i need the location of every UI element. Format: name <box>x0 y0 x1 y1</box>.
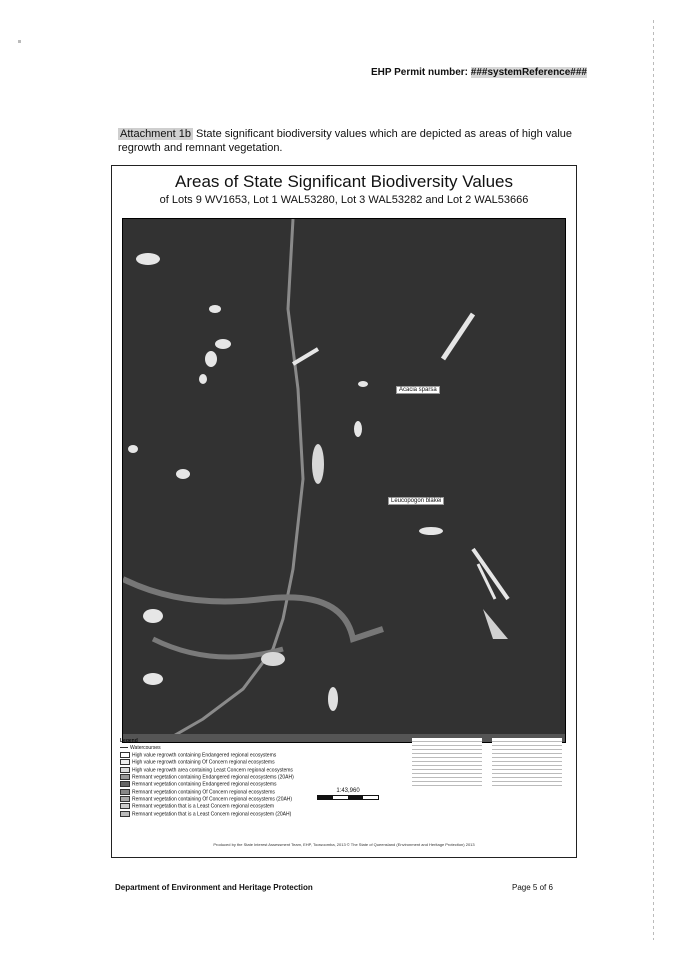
legend-item: High value regrowth containing Endangered regional ecosystems <box>120 752 294 759</box>
legend-item: High value regrowth area containing Least Concern regional ecosystems <box>120 767 294 774</box>
permit-label: EHP Permit number: <box>370 67 469 78</box>
legend-heading: Legend <box>120 738 138 744</box>
map-scale <box>317 788 379 801</box>
legend-item: Watercourses <box>120 745 294 752</box>
legend-item: Remnant vegetation that is a Least Concern regional ecosystem (20AH) <box>120 811 294 818</box>
legend-item: Remnant vegetation containing Of Concern regional ecosystems (20AH) <box>120 796 294 803</box>
footer-page-number: Page 5 of 6 <box>512 883 553 892</box>
footer-department: Department of Environment and Heritage Protection <box>115 883 313 892</box>
scale-ratio: 1:43,960 <box>336 788 360 794</box>
legend-item: High value regrowth containing Of Concern regional ecosystems <box>120 759 294 766</box>
disclaimer-block <box>412 738 482 786</box>
permit-number <box>371 67 587 78</box>
attachment-text: State significant biodiversity values which are depicted as areas of high value regrowth and remnant vegetation. <box>118 128 573 154</box>
attachment-caption <box>118 127 578 155</box>
legend-item: Remnant vegetation containing Endangered regional ecosystems <box>120 781 294 788</box>
species-label-leucopogon: Leucopogon blakei <box>388 497 444 505</box>
map-legend <box>120 738 294 818</box>
page-edge-rule <box>653 20 654 940</box>
attachment-tag: Attachment 1b <box>120 128 191 140</box>
legend-item: Remnant vegetation containing Endangered regional ecosystems (20AH) <box>120 774 294 781</box>
map-credit: Produced by the State Interest Assessment Team, EHP, Toowoomba, 2013 © The State of Queensland (Environment and Heritage Protection) 2013 <box>213 842 475 847</box>
permit-value: ###systemReference### <box>470 67 587 78</box>
map-frame <box>111 165 577 858</box>
aerial-map-graphic <box>123 219 565 742</box>
production-note-block <box>492 738 562 786</box>
margin-dot <box>18 40 21 43</box>
legend-item: Remnant vegetation containing Of Concern regional ecosystems <box>120 789 294 796</box>
aerial-map <box>122 218 566 743</box>
scale-bar <box>317 795 379 800</box>
map-subtitle: of Lots 9 WV1653, Lot 1 WAL53280, Lot 3 WAL53282 and Lot 2 WAL53666 <box>159 194 529 206</box>
legend-item: Remnant vegetation that is a Least Concern regional ecosystem <box>120 803 294 810</box>
species-label-acacia: Acacia sparsa <box>396 386 440 394</box>
map-title: Areas of State Significant Biodiversity Values <box>175 172 513 191</box>
